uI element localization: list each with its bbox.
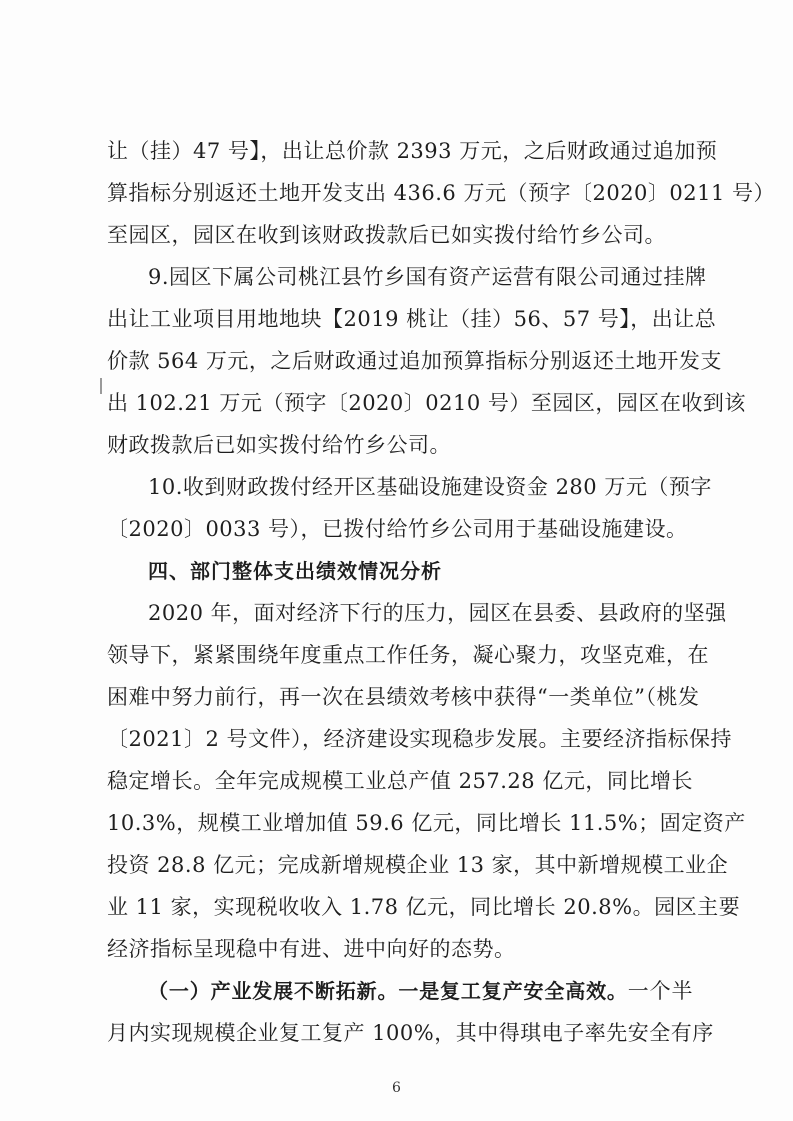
performance-line-5: 稳定增长。全年完成规模工业总产值 257.28 亿元，同比增长 (107, 769, 693, 793)
paragraph-9-line-3: 价款 564 万元，之后财政通过追加预算指标分别返还土地开发支 (107, 349, 722, 373)
industry-line-2: 月内实现规模企业复工复产 100%，其中得琪电子率先安全有序 (107, 1021, 714, 1045)
body-line-3: 至园区，园区在收到该财政拨款后已如实拨付给竹乡公司。 (107, 223, 666, 247)
body-line-2: 算指标分别返还土地开发支出 436.6 万元（预字〔2020〕0211 号） (107, 181, 776, 205)
performance-line-4: 〔2021〕2 号文件），经济建设实现稳步发展。主要经济指标保持 (107, 727, 732, 751)
industry-line-1-tail: 一个半 (627, 979, 694, 1003)
section-heading: 四、部门整体支出绩效情况分析 (148, 559, 442, 583)
page-number: 6 (392, 1080, 401, 1096)
paragraph-10-line-1: 10.收到财政拨付经开区基础设施建设资金 280 万元（预字 (148, 475, 712, 499)
paragraph-9-line-1: 9.园区下属公司桃江县竹乡国有资产运营有限公司通过挂牌 (148, 265, 707, 289)
industry-line-1 (148, 976, 693, 1010)
scan-mark (100, 378, 102, 394)
body-line-1: 让（挂）47 号】，出让总价款 2393 万元，之后财政通过追加预 (107, 139, 718, 163)
bold-lead-industry: （一）产业发展不断拓新。 (148, 979, 399, 1003)
performance-line-9: 经济指标呈现稳中有进、进中向好的态势。 (107, 937, 516, 961)
paragraph-9-line-2: 出让工业项目用地地块【2019 桃让（挂）56、57 号】，出让总 (107, 307, 717, 331)
performance-line-1: 2020 年，面对经济下行的压力，园区在县委、县政府的坚强 (148, 601, 727, 625)
performance-line-2: 领导下，紧紧围绕年度重点工作任务，凝心聚力，攻坚克难，在 (107, 643, 709, 667)
performance-line-7: 投资 28.8 亿元；完成新增规模企业 13 家，其中新增规模工业企 (107, 853, 729, 877)
performance-line-8: 业 11 家，实现税收收入 1.78 亿元，同比增长 20.8%。园区主要 (107, 895, 741, 919)
paragraph-9-line-4: 出 102.21 万元（预字〔2020〕0210 号）至园区，园区在收到该 (107, 391, 746, 415)
bold-lead-resumption: 一是复工复产安全高效。 (398, 979, 628, 1003)
paragraph-9-line-5: 财政拨款后已如实拨付给竹乡公司。 (107, 433, 451, 457)
performance-line-3: 困难中努力前行，再一次在县绩效考核中获得“一类单位”（桃发 (107, 685, 700, 709)
paragraph-10-line-2: 〔2020〕0033 号），已拨付给竹乡公司用于基础设施建设。 (107, 517, 688, 541)
performance-line-6: 10.3%，规模工业增加值 59.6 亿元，同比增长 11.5%；固定资产 (107, 811, 746, 835)
